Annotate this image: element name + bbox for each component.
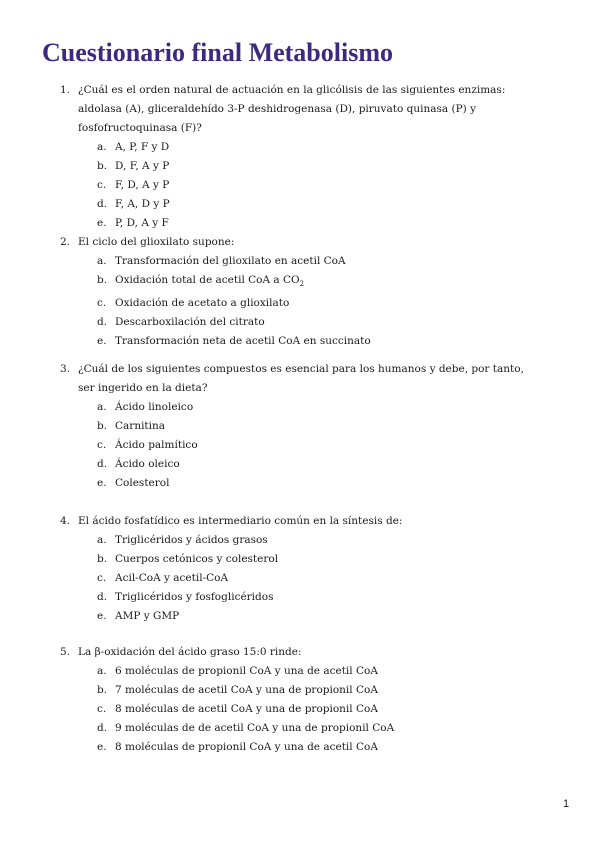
question-number: 1. [60,84,71,96]
page-title: Cuestionario final Metabolismo [42,38,393,67]
option-e [97,738,540,757]
option-text: Carnitina [115,420,166,432]
option-text: Triglicéridos y fosfoglicéridos [115,591,274,603]
option-text: 8 moléculas de acetil CoA y una de propionil CoA [115,703,378,715]
option-letter: e. [97,610,107,622]
option-text: F, A, D y P [115,198,170,210]
option-text: Triglicéridos y ácidos grasos [115,534,268,546]
option-text: D, F, A y P [115,160,170,172]
option-letter: b. [97,160,108,172]
option-text: Transformación del glioxilato en acetil CoA [115,255,346,267]
option-letter: c. [97,179,107,191]
option-d [97,455,540,474]
option-c [97,569,540,588]
option-letter: d. [97,316,108,329]
option-text: Acil-CoA y acetil-CoA [115,572,229,584]
option-d [97,719,540,738]
question-text: La β-oxidación del ácido graso 15:0 rinde: [78,646,302,658]
option-text: Oxidación de acetato a glioxilato [115,297,290,310]
option-letter: e. [97,477,107,489]
option-c [97,176,540,195]
option-letter: b. [97,684,108,696]
option-a [97,531,540,550]
option-letter: c. [97,297,107,310]
option-letter: a. [97,401,107,413]
option-text: AMP y GMP [115,610,180,622]
option-text: 9 moléculas de de acetil CoA y una de propionil CoA [115,722,395,734]
option-d [97,195,540,214]
option-text: Ácido palmítico [115,439,198,451]
options-list [60,531,540,626]
option-a [97,138,540,157]
option-letter: a. [97,141,107,153]
option-letter: e. [97,741,107,753]
option-letter: e. [97,217,107,229]
question-number: 4. [60,515,71,527]
option-letter: d. [97,458,108,470]
question-4 [60,512,540,626]
option-b [97,550,540,569]
option-b [97,271,540,294]
option-a [97,662,540,681]
option-text: A, P, F y D [115,141,170,153]
option-d [97,588,540,607]
option-text: Cuerpos cetónicos y colesterol [115,553,279,565]
option-letter: d. [97,591,108,603]
option-text: Ácido linoleico [115,401,194,413]
option-b [97,681,540,700]
option-letter: a. [97,534,107,546]
question-text: ¿Cuál de los siguientes compuestos es esencial para los humanos y debe, por tanto, ser ingerido en la dieta? [78,363,524,394]
option-letter: b. [97,553,108,565]
option-text: 6 moléculas de propionil CoA y una de acetil CoA [115,665,378,677]
question-1 [60,81,540,233]
options-list [60,398,540,493]
option-letter: b. [97,274,108,286]
question-number: 3. [60,363,71,375]
option-text: F, D, A y P [115,179,170,191]
question-number: 2. [60,236,71,248]
option-c [97,700,540,719]
question-5 [60,643,540,757]
option-a [97,252,540,271]
question-2 [60,233,540,351]
option-letter: d. [97,198,108,210]
option-letter: d. [97,722,108,734]
option-text: Colesterol [115,477,170,489]
question-text: El ciclo del glioxilato supone: [78,236,235,248]
option-e [97,607,540,626]
option-b [97,157,540,176]
options-list [60,662,540,757]
option-a [97,398,540,417]
option-e [97,214,540,233]
option-letter: a. [97,255,107,267]
option-letter: b. [97,420,108,432]
options-list [60,252,540,351]
page-number: 1 [563,798,570,810]
question-3 [60,360,540,493]
option-e [97,332,540,351]
option-b [97,417,540,436]
question-number: 5. [60,646,71,658]
option-d [97,313,540,332]
option-letter: e. [97,335,107,348]
option-letter: c. [97,703,107,715]
option-c [97,436,540,455]
option-letter: c. [97,439,107,451]
option-c [97,294,540,313]
option-e [97,474,540,493]
options-list [60,138,540,233]
option-letter: a. [97,665,107,677]
option-text: Oxidación total de acetil CoA a CO [115,274,300,286]
option-text: Descarboxilación del citrato [115,316,265,329]
subscript: 2 [299,280,305,289]
option-letter: c. [97,572,107,584]
question-text: ¿Cuál es el orden natural de actuación en la glicólisis de las siguientes enzimas: aldolasa (A), gliceraldehído 3-P deshidrogenasa (D), piruvato quinasa (P) y fosfofructoquinasa (F)? [78,84,506,134]
question-text: El ácido fosfatídico es intermediario común en la síntesis de: [78,515,403,527]
option-text: 7 moléculas de acetil CoA y una de propionil CoA [115,684,378,696]
option-text: 8 moléculas de propionil CoA y una de acetil CoA [115,741,378,753]
option-text: Ácido oleico [115,458,180,470]
option-text: Transformación neta de acetil CoA en succinato [115,335,371,348]
option-text: P, D, A y F [115,217,169,229]
